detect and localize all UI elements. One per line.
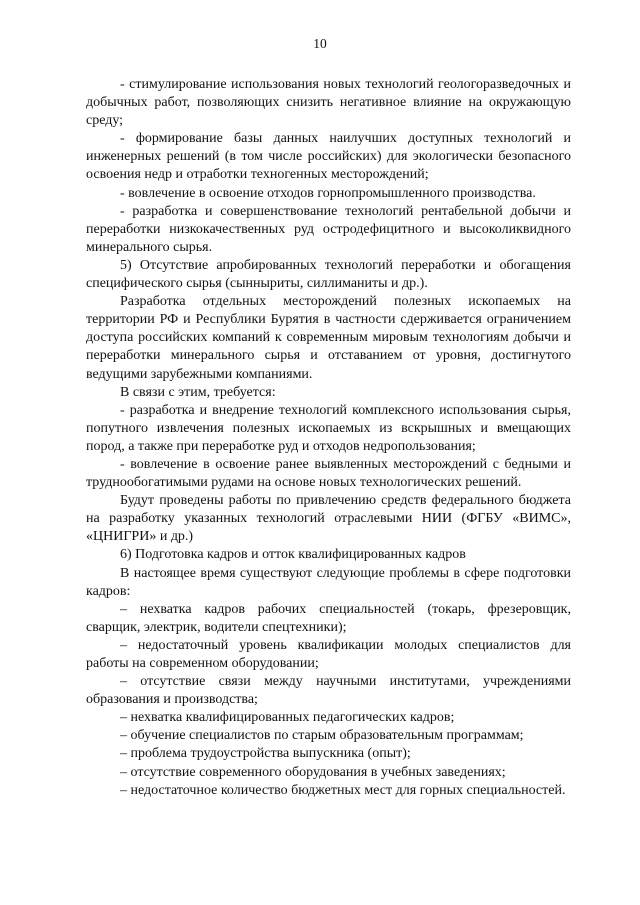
- paragraph-problems-intro: В настоящее время существуют следующие проблемы в сфере подготовки кадров:: [86, 565, 571, 599]
- paragraph-poor-ores: - вовлечение в освоение ранее выявленных месторождений с бедными и труднообогатимыми рудами на основе новых технологических решений.: [86, 456, 571, 491]
- paragraph-requirements-intro: В связи с этим, требуется:: [120, 384, 276, 400]
- paragraph-database: - формирование базы данных наилучших доступных технологий и инженерных решений (в том числе российских) для экологически безопасного освоения недр и отработки техногенных месторождений;: [86, 131, 571, 183]
- paragraph-stimulation: - стимулирование использования новых технологий геологоразведочных и добычных работ, позволяющих снизить негативное влияние на окружающую среду;: [86, 77, 571, 129]
- paragraph-complex-use: - разработка и внедрение технологий комплексного использования сырья, попутного извлечения полезных ископаемых из вскрышных и вмещающих пород, а также при переработке руд и отходов недропользования;: [86, 402, 571, 454]
- list-item-employment: – проблема трудоустройства выпускника (опыт);: [120, 746, 411, 762]
- paragraph-deposit-development: Разработка отдельных месторождений полезных ископаемых на территории РФ и Республики Бурятия в частности сдерживается ограничением доступа российских компаний к современным мировым технологиям добычи и переработки минерального сырья и отставанием от уровня, достигнутого ведущими зарубежными компаниями.: [86, 294, 571, 382]
- list-item-teacher-shortage: – нехватка квалифицированных педагогических кадров;: [120, 710, 455, 726]
- list-item-equipment: – отсутствие современного оборудования в учебных заведениях;: [120, 764, 506, 780]
- list-item-budget-places: – недостаточное количество бюджетных мест для горных специальностей.: [120, 782, 566, 798]
- list-item-qualification-level: – недостаточный уровень квалификации молодых специалистов для работы на современном оборудовании;: [86, 637, 571, 671]
- paragraph-item-5: 5) Отсутствие апробированных технологий переработки и обогащения специфического сырья (сынныриты, силлиманиты и др.).: [86, 257, 571, 292]
- list-item-no-connection: – отсутствие связи между научными институтами, учреждениями образования и производства;: [86, 674, 571, 708]
- page-number: 10: [313, 36, 327, 51]
- paragraph-technology-development: - разработка и совершенствование технологий рентабельной добычи и переработки низкокачественных руд остродефицитного и высоколиквидного минерального сырья.: [86, 203, 571, 255]
- paragraph-waste-involvement: - вовлечение в освоение отходов горнопромышленного производства.: [120, 185, 536, 201]
- list-item-old-programs: – обучение специалистов по старым образовательным программам;: [120, 728, 524, 744]
- list-item-worker-shortage: – нехватка кадров рабочих специальностей (токарь, фрезеровщик, сварщик, электрик, водители спецтехники);: [86, 601, 571, 635]
- paragraph-item-6: 6) Подготовка кадров и отток квалифицированных кадров: [120, 547, 466, 563]
- paragraph-federal-funding: Будут проведены работы по привлечению средств федерального бюджета на разработку указанных технологий отраслевыми НИИ (ФГБУ «ВИМС», «ЦНИГРИ» и др.): [86, 493, 571, 545]
- document-body: [86, 76, 571, 800]
